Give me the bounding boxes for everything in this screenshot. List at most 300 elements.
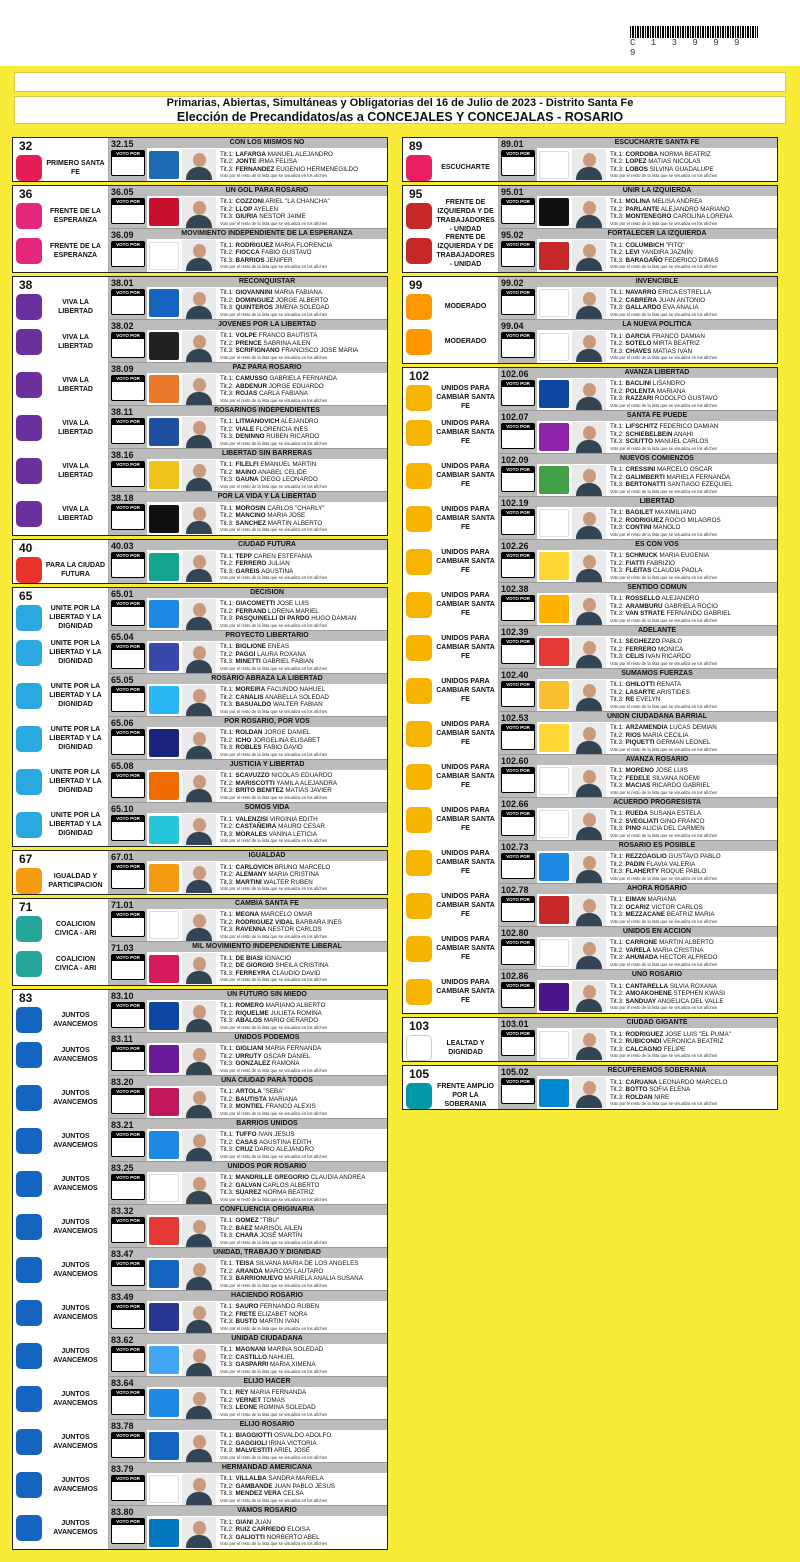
list-content — [147, 1162, 387, 1204]
candidate-given-name: CLAUDIA ANDREA — [308, 1174, 366, 1182]
candidate-line — [220, 1526, 387, 1533]
vote-checkbox[interactable] — [111, 1303, 145, 1329]
list-number: 102.73 — [501, 842, 529, 852]
candidate-given-name: ANGELICA DEL VALLE — [656, 997, 724, 1005]
list-logo-icon — [539, 151, 569, 179]
candidate-surname: CASTAÑEIRA — [235, 823, 277, 831]
vote-column — [109, 588, 147, 630]
candidate-given-name: FRANCISCO JOSE MARIA — [279, 347, 359, 355]
candidate-line — [220, 701, 387, 708]
vote-checkbox[interactable] — [111, 643, 145, 669]
ballot-header — [14, 96, 786, 124]
candidate-photo — [182, 417, 216, 448]
candidate-title: Tit.3: — [610, 610, 626, 618]
list-row — [109, 1291, 387, 1334]
party-number: 105 — [409, 1067, 430, 1081]
party-number-row — [13, 138, 108, 154]
candidate-title: Tit.3: — [220, 304, 236, 312]
candidate-given-name: FERNANDO GABRIEL — [664, 610, 731, 618]
candidate-surname: MANCINO — [235, 512, 266, 520]
list-logo-icon — [149, 686, 179, 714]
list-content — [537, 884, 777, 926]
vote-checkbox[interactable] — [111, 954, 145, 980]
list-number: 95.02 — [501, 230, 524, 240]
list-body — [147, 287, 387, 319]
candidate-line — [610, 249, 777, 256]
candidate-list — [216, 151, 387, 178]
photo-body-icon — [576, 612, 602, 625]
candidate-given-name: BRUNO MARCELO — [272, 863, 331, 871]
candidate-list — [216, 1346, 387, 1373]
candidate-title: Tit.3: — [220, 615, 236, 623]
list-logo-icon — [149, 1346, 179, 1374]
vote-checkbox[interactable] — [111, 1088, 145, 1114]
list-logo-icon — [149, 1475, 179, 1503]
vote-checkbox[interactable] — [111, 600, 145, 626]
vote-column — [109, 1076, 147, 1118]
vote-checkbox[interactable] — [111, 198, 145, 224]
vote-checkbox[interactable] — [501, 595, 535, 621]
vote-checkbox[interactable] — [111, 289, 145, 315]
candidate-list — [606, 1031, 777, 1058]
list-row — [109, 760, 387, 803]
candidate-title: Tit.1: — [610, 150, 626, 158]
photo-body-icon — [576, 741, 602, 754]
candidate-given-name: IRINA VICTORIA — [267, 1439, 317, 1447]
list-note: Voto por el resto de la lista que se visualiza en los afiches — [610, 531, 718, 537]
vote-checkbox[interactable] — [111, 332, 145, 358]
candidate-given-name: NORMA BEATRIZ — [658, 150, 711, 158]
vote-label: VOTO POR — [112, 242, 144, 248]
candidate-surname: SCRIFIGNANO — [235, 347, 280, 355]
vote-checkbox[interactable] — [111, 911, 145, 937]
vote-checkbox[interactable] — [501, 241, 535, 267]
list-number: 102.06 — [501, 369, 529, 379]
list-logo-icon — [539, 681, 569, 709]
candidate-list — [606, 333, 777, 360]
party-cell — [403, 384, 498, 411]
candidate-given-name: ALEJANDRO MARIANO — [659, 205, 730, 213]
candidate-given-name: AGUSTINA EDITH — [257, 1138, 312, 1146]
list-content — [537, 755, 777, 797]
party-logo-icon — [16, 1515, 42, 1541]
photo-head-icon — [193, 957, 206, 971]
list-note: Voto por el resto de la lista que se visualiza en los afiches — [220, 794, 328, 800]
list-number: 32.15 — [111, 139, 134, 149]
party-cell — [13, 1377, 108, 1420]
candidate-title: Tit.2: — [220, 1095, 236, 1103]
candidate-list — [216, 1519, 387, 1546]
vote-column — [109, 942, 147, 985]
list-note: Voto por el resto de la lista que se visualiza en los afiches — [610, 264, 718, 270]
list-row — [499, 229, 777, 272]
candidate-list — [216, 911, 387, 938]
party-logo-icon — [16, 868, 42, 894]
photo-body-icon — [186, 1535, 212, 1548]
vote-checkbox[interactable] — [501, 939, 535, 965]
candidate-given-name: RODOLFO GUSTAVO — [653, 395, 718, 403]
candidate-title: Tit.1: — [220, 772, 236, 780]
vote-label: VOTO POR — [502, 768, 534, 774]
list-body — [537, 550, 777, 582]
candidate-given-name: BARBARA INES — [293, 918, 342, 926]
list-number: 83.32 — [111, 1206, 134, 1216]
list-note: Voto por el resto de la lista que se visualiza en los afiches — [610, 832, 718, 838]
candidate-title: Tit.1: — [220, 911, 236, 919]
photo-head-icon — [193, 914, 206, 928]
photo-head-icon — [193, 689, 206, 703]
candidate-photo — [572, 766, 606, 797]
vote-column — [109, 631, 147, 673]
candidate-line — [220, 1053, 387, 1060]
candidate-title: Tit.2: — [610, 688, 626, 696]
candidate-list — [216, 553, 387, 580]
candidate-line — [610, 158, 777, 165]
vote-column — [499, 497, 537, 539]
party-cell — [403, 1082, 498, 1109]
vote-checkbox[interactable] — [501, 150, 535, 176]
candidate-surname: VOLPE — [235, 332, 257, 340]
candidate-title: Tit.3: — [610, 911, 626, 919]
candidate-given-name: CARLOS "CHARLY" — [265, 504, 325, 512]
candidate-given-name: OSVALDO ADOLFO — [272, 1432, 332, 1440]
party-number: 103 — [409, 1019, 430, 1033]
list-logo-icon — [149, 955, 179, 983]
vote-checkbox[interactable] — [501, 466, 535, 492]
party-name: VIVA LA LIBERTAD — [58, 376, 93, 393]
vote-checkbox[interactable] — [501, 332, 535, 358]
party-cell — [13, 363, 108, 406]
candidate-title: Tit.2: — [220, 425, 236, 433]
candidate-list — [216, 772, 387, 799]
candidate-surname: BASUALDO — [235, 701, 272, 709]
vote-checkbox[interactable] — [111, 729, 145, 755]
candidate-surname: BACLINI — [625, 380, 652, 388]
party-number: 89 — [409, 139, 423, 153]
candidate-line — [220, 249, 387, 256]
party-logo-icon — [406, 979, 432, 1005]
photo-head-icon — [583, 426, 596, 440]
party-cell — [13, 717, 108, 760]
vote-column — [499, 798, 537, 840]
candidate-list — [606, 466, 777, 493]
candidate-title: Tit.3: — [220, 567, 236, 575]
vote-label: VOTO POR — [112, 1390, 144, 1396]
vote-checkbox[interactable] — [111, 1045, 145, 1071]
vote-checkbox[interactable] — [501, 982, 535, 1008]
list-logo-icon — [539, 939, 569, 967]
candidate-title: Tit.1: — [610, 466, 626, 474]
list-note: Voto por el resto de la lista que se visualiza en los afiches — [220, 220, 328, 226]
candidate-surname: GIACOMETTI — [235, 600, 276, 608]
list-name: PROYECTO LIBERTARIO — [147, 631, 387, 641]
vote-checkbox[interactable] — [111, 815, 145, 841]
list-row — [109, 717, 387, 760]
candidate-given-name: FRANCO ALEXIS — [263, 1103, 316, 1111]
vote-column — [499, 540, 537, 582]
candidate-surname: SCHIEBELBEIN — [625, 430, 673, 438]
candidate-title: Tit.2: — [610, 516, 626, 524]
list-body — [537, 239, 777, 272]
photo-head-icon — [583, 292, 596, 306]
list-name: LA NUEVA POLITICA — [537, 320, 777, 330]
vote-checkbox[interactable] — [501, 380, 535, 406]
vote-checkbox[interactable] — [111, 241, 145, 267]
candidate-surname: PADIN — [625, 860, 645, 868]
candidate-title: Tit.3: — [610, 395, 626, 403]
candidate-given-name: "FITO" — [664, 241, 685, 249]
list-note: Voto por el resto de la lista que se visualiza en los afiches — [610, 875, 718, 881]
vote-checkbox[interactable] — [501, 724, 535, 750]
candidate-title: Tit.3: — [610, 653, 626, 661]
party-logo-icon — [406, 635, 432, 661]
party-logo-icon — [16, 557, 42, 583]
list-name: UNION CIUDADANA BARRIAL — [537, 712, 777, 722]
vote-checkbox[interactable] — [501, 198, 535, 224]
vote-checkbox[interactable] — [111, 461, 145, 487]
party-logo-icon — [16, 726, 42, 752]
vote-checkbox[interactable] — [111, 1389, 145, 1415]
candidate-list — [216, 1389, 387, 1416]
candidate-title: Tit.1: — [220, 1346, 236, 1354]
list-note: Voto por el resto de la lista que se visualiza en los afiches — [220, 665, 328, 671]
party-lists — [109, 540, 387, 583]
candidate-line — [220, 1060, 387, 1067]
party-name: UNITE POR LA LIBERTAD Y LA DIGNIDAD — [49, 726, 102, 751]
list-logo-icon — [539, 638, 569, 666]
vote-column — [499, 320, 537, 363]
candidate-title: Tit.2: — [220, 823, 236, 831]
candidate-line — [610, 481, 777, 488]
list-logo-icon — [149, 418, 179, 446]
party-logo-icon — [16, 1085, 42, 1111]
list-logo-icon — [539, 552, 569, 580]
vote-column — [499, 755, 537, 797]
list-row — [499, 411, 777, 454]
party-cell — [13, 915, 108, 942]
party-name: JUNTOS AVANCEMOS — [53, 1519, 98, 1536]
party-lists — [109, 851, 387, 894]
party-cell — [13, 1119, 108, 1162]
candidate-line — [610, 380, 777, 387]
vote-checkbox[interactable] — [111, 552, 145, 578]
candidate-given-name: VICTOR CARLOS — [649, 903, 703, 911]
candidate-line — [220, 955, 387, 962]
list-name: UNIDAD, TRABAJO Y DIGNIDAD — [147, 1248, 387, 1258]
party-logo-icon — [16, 415, 42, 441]
candidate-title: Tit.3: — [610, 256, 626, 264]
candidate-surname: OCARIZ — [625, 903, 650, 911]
candidate-photo — [572, 465, 606, 496]
candidate-photo — [182, 599, 216, 630]
candidate-given-name: FERNANDO RUBEN — [258, 1303, 320, 1311]
vote-checkbox[interactable] — [501, 1030, 535, 1056]
vote-checkbox[interactable] — [501, 509, 535, 535]
photo-head-icon — [583, 598, 596, 612]
vote-checkbox[interactable] — [501, 552, 535, 578]
party-cell — [13, 674, 108, 717]
party-name: UNITE POR LA LIBERTAD Y LA DIGNIDAD — [49, 769, 102, 794]
candidate-title: Tit.3: — [220, 1146, 236, 1154]
list-name: ESCUCHARTE SANTA FE — [537, 138, 777, 148]
candidate-given-name: ANAHI — [672, 430, 694, 438]
party-name: VIVA LA LIBERTAD — [58, 505, 93, 522]
photo-head-icon — [583, 985, 596, 999]
candidate-title: Tit.1: — [220, 1475, 236, 1483]
candidate-surname: MARISCOTTI — [235, 779, 275, 787]
list-row — [109, 138, 387, 181]
party-cell — [13, 449, 108, 492]
list-note: Voto por el resto de la lista que se visualiza en los afiches — [220, 1282, 328, 1288]
candidate-given-name: JOSÉ MARTÍN — [258, 1232, 303, 1240]
candidate-title: Tit.1: — [220, 643, 236, 651]
vote-checkbox[interactable] — [111, 1432, 145, 1458]
vote-checkbox[interactable] — [501, 767, 535, 793]
list-number: 102.40 — [501, 670, 529, 680]
list-row — [109, 990, 387, 1033]
list-note: Voto por el resto de la lista que se visualiza en los afiches — [610, 660, 718, 666]
vote-checkbox[interactable] — [111, 1346, 145, 1372]
list-body — [147, 727, 387, 759]
vote-checkbox[interactable] — [501, 853, 535, 879]
candidate-given-name: RENATA — [654, 681, 682, 689]
candidate-surname: ABDENUR — [235, 382, 268, 390]
candidate-given-name: SHEILA CRISTINA — [273, 962, 329, 970]
party-name: PRIMERO SANTA FE — [46, 159, 105, 176]
photo-head-icon — [583, 244, 596, 258]
photo-body-icon — [576, 698, 602, 711]
photo-head-icon — [193, 464, 206, 478]
list-number: 38.11 — [111, 407, 134, 417]
vote-checkbox[interactable] — [111, 1260, 145, 1286]
candidate-given-name: WALTER RUBEN — [261, 878, 313, 886]
candidate-surname: CARRONE — [625, 939, 658, 947]
party-number-row — [403, 1066, 498, 1082]
vote-checkbox[interactable] — [501, 289, 535, 315]
party-name: COALICION CIVICA - ARI — [54, 955, 97, 972]
candidate-title: Tit.2: — [220, 1009, 236, 1017]
list-name: LIBERTAD — [537, 497, 777, 507]
vote-checkbox[interactable] — [111, 1131, 145, 1157]
vote-checkbox[interactable] — [111, 1518, 145, 1544]
candidate-line — [610, 939, 777, 946]
candidate-line — [220, 658, 387, 665]
party-cell — [403, 755, 498, 798]
candidate-given-name: JORGE ALBERTO — [274, 296, 329, 304]
party-logo-icon — [406, 678, 432, 704]
vote-checkbox[interactable] — [501, 423, 535, 449]
party-cell — [403, 970, 498, 1013]
vote-label: VOTO POR — [112, 1476, 144, 1482]
candidate-surname: GIANI — [235, 1518, 254, 1526]
list-row — [109, 406, 387, 449]
vote-checkbox[interactable] — [111, 686, 145, 712]
list-content — [147, 1076, 387, 1118]
candidate-photo — [572, 1077, 606, 1108]
photo-body-icon — [576, 1047, 602, 1060]
candidate-line — [220, 1361, 387, 1368]
vote-label: VOTO POR — [112, 1519, 144, 1525]
vote-checkbox[interactable] — [111, 504, 145, 530]
party-cell — [403, 454, 498, 497]
list-body — [537, 679, 777, 711]
party-cell — [13, 942, 108, 985]
vote-column — [109, 1506, 147, 1549]
candidate-list — [606, 509, 777, 536]
vote-checkbox[interactable] — [501, 638, 535, 664]
vote-checkbox[interactable] — [501, 1078, 535, 1104]
list-note: Voto por el resto de la lista que se visualiza en los afiches — [220, 1497, 328, 1503]
list-content — [147, 1033, 387, 1075]
vote-checkbox[interactable] — [111, 150, 145, 176]
party-logo-icon — [16, 238, 42, 264]
party-name: MODERADO — [444, 338, 487, 345]
vote-checkbox[interactable] — [111, 1217, 145, 1243]
photo-body-icon — [186, 306, 212, 319]
list-content — [147, 363, 387, 405]
list-note: Voto por el resto de la lista que se visualiza en los afiches — [610, 1005, 718, 1011]
candidate-title: Tit.3: — [220, 787, 236, 795]
list-number: 65.10 — [111, 804, 134, 814]
candidate-title: Tit.2: — [220, 296, 236, 304]
vote-checkbox[interactable] — [111, 863, 145, 889]
list-content — [147, 717, 387, 759]
photo-head-icon — [193, 292, 206, 306]
list-logo-icon — [149, 553, 179, 581]
candidate-line — [610, 466, 777, 473]
candidate-given-name: YAMILA ALEJANDRA — [274, 779, 338, 787]
candidate-line — [220, 831, 387, 838]
list-body — [537, 937, 777, 969]
candidate-title: Tit.1: — [610, 724, 626, 732]
vote-checkbox[interactable] — [501, 681, 535, 707]
candidate-surname: FERNANDEZ — [235, 165, 275, 173]
candidate-title: Tit.1: — [220, 1088, 236, 1096]
candidate-title: Tit.2: — [220, 871, 236, 879]
party-name: UNIDOS PARA CAMBIAR SANTA FE — [436, 850, 495, 875]
vote-checkbox[interactable] — [501, 810, 535, 836]
photo-body-icon — [186, 1105, 212, 1118]
candidate-title: Tit.1: — [610, 767, 626, 775]
party-logo-icon — [16, 155, 42, 181]
vote-checkbox[interactable] — [111, 375, 145, 401]
list-body — [537, 378, 777, 410]
vote-checkbox[interactable] — [111, 418, 145, 444]
photo-head-icon — [193, 1220, 206, 1234]
list-number: 102.38 — [501, 584, 529, 594]
vote-checkbox[interactable] — [501, 896, 535, 922]
list-name: RECONQUISTAR — [147, 277, 387, 287]
candidate-given-name: BEATRIZ MARIA — [665, 911, 715, 919]
list-row — [499, 884, 777, 927]
candidate-list — [216, 729, 387, 756]
vote-label: VOTO POR — [112, 333, 144, 339]
vote-checkbox[interactable] — [111, 772, 145, 798]
photo-body-icon — [186, 478, 212, 491]
party-logo-icon — [406, 893, 432, 919]
candidate-title: Tit.2: — [220, 205, 236, 213]
list-content — [147, 492, 387, 535]
list-name: CIUDAD GIGANTE — [537, 1018, 777, 1028]
party-number: 83 — [19, 991, 33, 1005]
vote-checkbox[interactable] — [111, 1174, 145, 1200]
vote-checkbox[interactable] — [111, 1475, 145, 1501]
vote-label: VOTO POR — [112, 864, 144, 870]
candidate-title: Tit.1: — [220, 504, 236, 512]
party-cell — [13, 1248, 108, 1291]
list-note: Voto por el resto de la lista que se visualiza en los afiches — [610, 1053, 718, 1059]
vote-checkbox[interactable] — [111, 1002, 145, 1028]
